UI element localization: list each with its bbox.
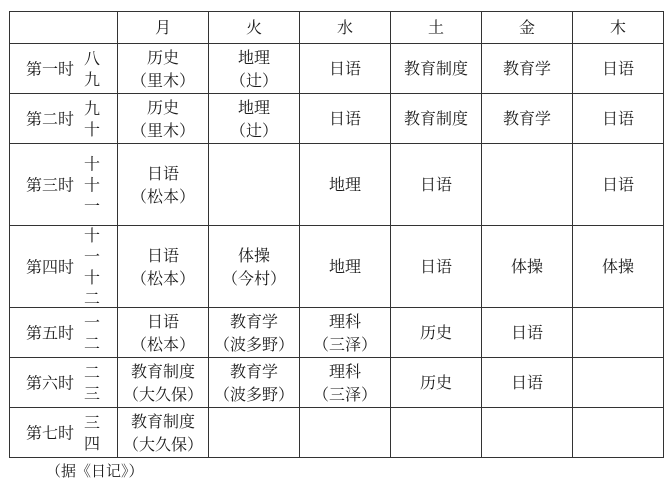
subject-label: 教育制度 xyxy=(130,361,195,381)
subject-label: 教育学 xyxy=(229,361,278,381)
period-hours xyxy=(83,48,101,90)
class-cell xyxy=(482,308,573,358)
subject-label: 地理 xyxy=(328,257,361,276)
teacher-label: （辻） xyxy=(229,120,278,140)
hour-char: 十 xyxy=(83,267,100,287)
class-cell xyxy=(391,226,482,308)
period-row xyxy=(10,144,664,226)
period-row xyxy=(10,226,664,308)
subject-label: 体操 xyxy=(510,257,543,276)
period-cell xyxy=(10,44,118,94)
period-label: 第一时 xyxy=(26,59,75,78)
source-note: （据《日记》） xyxy=(46,462,144,480)
hour-char: 十 xyxy=(83,225,100,245)
class-cell xyxy=(391,94,482,144)
hour-char: 十 xyxy=(83,154,100,173)
class-cell xyxy=(209,308,300,358)
hour-char: 九 xyxy=(83,69,100,89)
hour-char: 十 xyxy=(83,175,100,194)
corner-cell xyxy=(10,12,118,44)
class-cell xyxy=(573,144,664,226)
class-cell xyxy=(573,308,664,358)
subject-label: 历史 xyxy=(146,97,179,117)
teacher-label: （波多野） xyxy=(213,334,294,354)
subject-label: 地理 xyxy=(237,47,270,67)
subject-label: 理科 xyxy=(328,361,361,381)
class-cell xyxy=(391,144,482,226)
subject-label: 日语 xyxy=(146,245,179,265)
subject-label: 日语 xyxy=(146,311,179,331)
class-cell xyxy=(300,358,391,408)
class-cell xyxy=(573,94,664,144)
class-cell xyxy=(300,44,391,94)
period-hours xyxy=(83,412,101,454)
class-cell xyxy=(118,408,209,458)
class-cell xyxy=(482,226,573,308)
day-header: 土 xyxy=(391,12,482,44)
teacher-label: （大久保） xyxy=(122,384,203,404)
subject-label: 教育制度 xyxy=(403,59,468,78)
subject-label: 地理 xyxy=(237,97,270,117)
period-cell xyxy=(10,144,118,226)
class-cell xyxy=(573,44,664,94)
subject-label: 日语 xyxy=(146,163,179,183)
subject-label: 日语 xyxy=(328,109,361,128)
teacher-label: （里木） xyxy=(130,120,195,140)
class-cell xyxy=(300,308,391,358)
class-cell xyxy=(482,358,573,408)
subject-label: 日语 xyxy=(328,59,361,78)
teacher-label: （三泽） xyxy=(312,334,377,354)
subject-label: 体操 xyxy=(237,245,270,265)
subject-label: 日语 xyxy=(510,323,543,342)
subject-label: 日语 xyxy=(419,175,452,194)
class-cell xyxy=(209,144,300,226)
hour-char: 三 xyxy=(83,383,100,403)
class-cell xyxy=(482,94,573,144)
period-label: 第二时 xyxy=(26,109,75,128)
period-label: 第七时 xyxy=(26,423,75,442)
hour-char: 二 xyxy=(83,362,100,382)
subject-label: 历史 xyxy=(146,47,179,67)
class-cell xyxy=(209,408,300,458)
subject-label: 日语 xyxy=(510,373,543,392)
hour-char: 八 xyxy=(83,48,100,68)
class-cell xyxy=(209,94,300,144)
class-cell xyxy=(118,94,209,144)
period-cell xyxy=(10,308,118,358)
period-hours xyxy=(83,362,101,404)
period-row xyxy=(10,308,664,358)
day-header: 火 xyxy=(209,12,300,44)
subject-label: 日语 xyxy=(601,109,634,128)
day-header: 水 xyxy=(300,12,391,44)
class-cell xyxy=(300,226,391,308)
teacher-label: （今村） xyxy=(221,268,286,288)
teacher-label: （三泽） xyxy=(312,384,377,404)
class-cell xyxy=(573,358,664,408)
class-cell xyxy=(391,44,482,94)
period-cell xyxy=(10,358,118,408)
subject-label: 日语 xyxy=(601,175,634,194)
period-label: 第四时 xyxy=(26,257,75,276)
class-cell xyxy=(118,44,209,94)
period-cell xyxy=(10,226,118,308)
hour-char: 四 xyxy=(83,433,100,453)
period-hours xyxy=(83,153,101,216)
period-row xyxy=(10,94,664,144)
class-cell xyxy=(391,308,482,358)
day-header: 木 xyxy=(573,12,664,44)
subject-label: 教育制度 xyxy=(130,411,195,431)
day-header: 金 xyxy=(482,12,573,44)
period-label: 第五时 xyxy=(26,323,75,342)
subject-label: 历史 xyxy=(419,373,452,392)
class-cell xyxy=(209,226,300,308)
subject-label: 教育学 xyxy=(502,59,551,78)
class-cell xyxy=(391,358,482,408)
teacher-label: （松本） xyxy=(130,186,195,206)
teacher-label: （大久保） xyxy=(122,434,203,454)
class-cell xyxy=(300,408,391,458)
class-cell xyxy=(482,144,573,226)
header-row xyxy=(10,12,664,44)
day-header: 月 xyxy=(118,12,209,44)
period-hours xyxy=(83,98,101,140)
class-cell xyxy=(209,44,300,94)
class-cell xyxy=(300,94,391,144)
period-label: 第三时 xyxy=(26,175,75,194)
class-cell xyxy=(118,308,209,358)
class-cell xyxy=(573,408,664,458)
class-cell xyxy=(482,44,573,94)
subject-label: 历史 xyxy=(419,323,452,342)
period-cell xyxy=(10,408,118,458)
class-cell xyxy=(573,226,664,308)
hour-char: 三 xyxy=(83,412,100,432)
class-cell xyxy=(391,408,482,458)
period-cell xyxy=(10,94,118,144)
teacher-label: （松本） xyxy=(130,268,195,288)
hour-char: 九 xyxy=(83,98,100,118)
class-cell xyxy=(209,358,300,408)
class-cell xyxy=(300,144,391,226)
timetable xyxy=(9,11,664,458)
teacher-label: （松本） xyxy=(130,334,195,354)
hour-char: 一 xyxy=(83,196,100,215)
subject-label: 教育学 xyxy=(229,311,278,331)
subject-label: 日语 xyxy=(601,59,634,78)
class-cell xyxy=(482,408,573,458)
hour-char: 二 xyxy=(83,333,100,353)
hour-char: 一 xyxy=(83,312,100,332)
period-row xyxy=(10,44,664,94)
period-row xyxy=(10,408,664,458)
period-row xyxy=(10,358,664,408)
teacher-label: （里木） xyxy=(130,70,195,90)
period-label: 第六时 xyxy=(26,373,75,392)
hour-char: 一 xyxy=(83,246,100,266)
subject-label: 理科 xyxy=(328,311,361,331)
teacher-label: （波多野） xyxy=(213,384,294,404)
hour-char: 十 xyxy=(83,119,100,139)
period-hours xyxy=(83,312,101,354)
period-hours xyxy=(83,225,101,309)
subject-label: 体操 xyxy=(601,257,634,276)
class-cell xyxy=(118,358,209,408)
hour-char: 二 xyxy=(83,288,100,308)
teacher-label: （辻） xyxy=(229,70,278,90)
subject-label: 教育学 xyxy=(502,109,551,128)
subject-label: 日语 xyxy=(419,257,452,276)
subject-label: 教育制度 xyxy=(403,109,468,128)
class-cell xyxy=(118,144,209,226)
subject-label: 地理 xyxy=(328,175,361,194)
class-cell xyxy=(118,226,209,308)
